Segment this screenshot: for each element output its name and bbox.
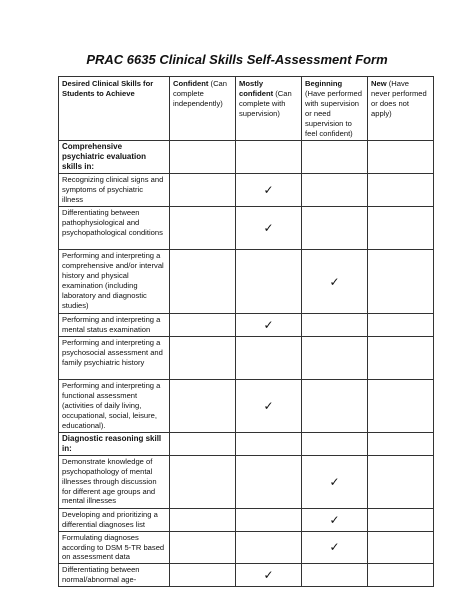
- skill-label: Performing and interpreting a comprehensive and/or interval history and physical examination (including laboratory and diagnostic studies): [59, 250, 170, 314]
- rating-cell[interactable]: [302, 207, 368, 250]
- checkmark-icon: ✓: [329, 274, 340, 289]
- rating-cell[interactable]: [368, 531, 434, 564]
- rating-cell[interactable]: [236, 432, 302, 455]
- header-normal: (Can complete with supervision): [239, 88, 292, 118]
- header-skills: [59, 77, 170, 141]
- skill-label: Performing and interpreting a psychosocial assessment and family psychiatric history: [59, 336, 170, 379]
- rating-cell[interactable]: [368, 207, 434, 250]
- rating-cell[interactable]: [170, 314, 236, 337]
- rating-cell[interactable]: [302, 508, 368, 531]
- checkmark-icon: ✓: [329, 512, 340, 527]
- rating-cell[interactable]: [236, 531, 302, 564]
- rating-cell[interactable]: [170, 250, 236, 314]
- section-label: Comprehensive psychiatric evaluation skills in:: [59, 141, 170, 174]
- rating-cell[interactable]: [368, 174, 434, 207]
- rating-cell[interactable]: [236, 508, 302, 531]
- rating-cell[interactable]: [170, 207, 236, 250]
- rating-cell[interactable]: [236, 314, 302, 337]
- rating-cell[interactable]: [368, 314, 434, 337]
- rating-cell[interactable]: [236, 564, 302, 587]
- rating-cell[interactable]: [368, 336, 434, 379]
- header-bold: Confident: [173, 79, 209, 88]
- rating-cell[interactable]: [368, 432, 434, 455]
- rating-cell[interactable]: [236, 141, 302, 174]
- rating-cell[interactable]: [368, 508, 434, 531]
- checkmark-icon: ✓: [329, 540, 340, 555]
- header-new: [368, 77, 434, 141]
- header-normal: (Can complete independently): [173, 79, 228, 108]
- checkmark-icon: ✓: [263, 221, 274, 236]
- checkmark-icon: ✓: [263, 318, 274, 333]
- section-label: Diagnostic reasoning skill in:: [59, 432, 170, 455]
- skill-row: [59, 207, 434, 250]
- skill-row: [59, 314, 434, 337]
- skill-label: Differentiating between normal/abnormal age-: [59, 564, 170, 587]
- rating-cell[interactable]: [236, 174, 302, 207]
- rating-cell[interactable]: [302, 141, 368, 174]
- rating-cell[interactable]: [368, 379, 434, 432]
- skill-label: Recognizing clinical signs and symptoms of psychiatric illness: [59, 174, 170, 207]
- header-bold: New: [371, 79, 387, 88]
- checkmark-icon: ✓: [263, 568, 274, 583]
- rating-cell[interactable]: [236, 379, 302, 432]
- rating-cell[interactable]: [368, 564, 434, 587]
- rating-cell[interactable]: [302, 379, 368, 432]
- header-beginning: [302, 77, 368, 141]
- rating-cell[interactable]: [236, 455, 302, 508]
- rating-cell[interactable]: [368, 455, 434, 508]
- skill-label: Differentiating between pathophysiological and psychopathological conditions: [59, 207, 170, 250]
- skill-row: [59, 564, 434, 587]
- header-normal: (Have never performed or does not apply): [371, 79, 427, 118]
- form-title: PRAC 6635 Clinical Skills Self-Assessment Form: [86, 52, 388, 67]
- skill-row: [59, 250, 434, 314]
- rating-cell[interactable]: [170, 564, 236, 587]
- rating-cell[interactable]: [302, 455, 368, 508]
- skill-label: Developing and prioritizing a differential diagnoses list: [59, 508, 170, 531]
- checkmark-icon: ✓: [263, 398, 274, 413]
- rating-cell[interactable]: [302, 564, 368, 587]
- header-bold: Beginning: [305, 79, 343, 88]
- rating-cell[interactable]: [302, 531, 368, 564]
- skill-label: Formulating diagnoses according to DSM 5-TR based on assessment data: [59, 531, 170, 564]
- rating-cell[interactable]: [302, 336, 368, 379]
- section-row: [59, 432, 434, 455]
- skill-row: [59, 455, 434, 508]
- rating-cell[interactable]: [236, 207, 302, 250]
- skill-row: [59, 508, 434, 531]
- header-bold: Desired Clinical Skills for Students to Achieve: [62, 79, 154, 98]
- rating-cell[interactable]: [170, 379, 236, 432]
- section-row: [59, 141, 434, 174]
- skill-row: [59, 531, 434, 564]
- header-mostly-confident: [236, 77, 302, 141]
- rating-cell[interactable]: [302, 250, 368, 314]
- header-row: [59, 77, 434, 141]
- skill-label: Performing and interpreting a mental status examination: [59, 314, 170, 337]
- rating-cell[interactable]: [302, 174, 368, 207]
- skill-row: [59, 379, 434, 432]
- header-confident: [170, 77, 236, 141]
- rating-cell[interactable]: [302, 432, 368, 455]
- rating-cell[interactable]: [170, 432, 236, 455]
- rating-cell[interactable]: [170, 141, 236, 174]
- rating-cell[interactable]: [368, 141, 434, 174]
- skill-row: [59, 336, 434, 379]
- rating-cell[interactable]: [170, 336, 236, 379]
- checkmark-icon: ✓: [329, 474, 340, 489]
- header-normal: (Have performed with supervision or need supervision to feel confident): [305, 88, 362, 138]
- rating-cell[interactable]: [170, 531, 236, 564]
- skill-label: Demonstrate knowledge of psychopathology of mental illnesses through discussion for different age groups and mental illnesses: [59, 455, 170, 508]
- rating-cell[interactable]: [170, 508, 236, 531]
- rating-cell[interactable]: [236, 250, 302, 314]
- checkmark-icon: ✓: [263, 183, 274, 198]
- rating-cell[interactable]: [302, 314, 368, 337]
- skills-assessment-table: [58, 76, 434, 587]
- skill-label: Performing and interpreting a functional assessment (activities of daily living, occupational, social, leisure, educational).: [59, 379, 170, 432]
- rating-cell[interactable]: [236, 336, 302, 379]
- rating-cell[interactable]: [368, 250, 434, 314]
- rating-cell[interactable]: [170, 174, 236, 207]
- header-bold: Mostly confident: [239, 79, 274, 98]
- rating-cell[interactable]: [170, 455, 236, 508]
- skill-row: [59, 174, 434, 207]
